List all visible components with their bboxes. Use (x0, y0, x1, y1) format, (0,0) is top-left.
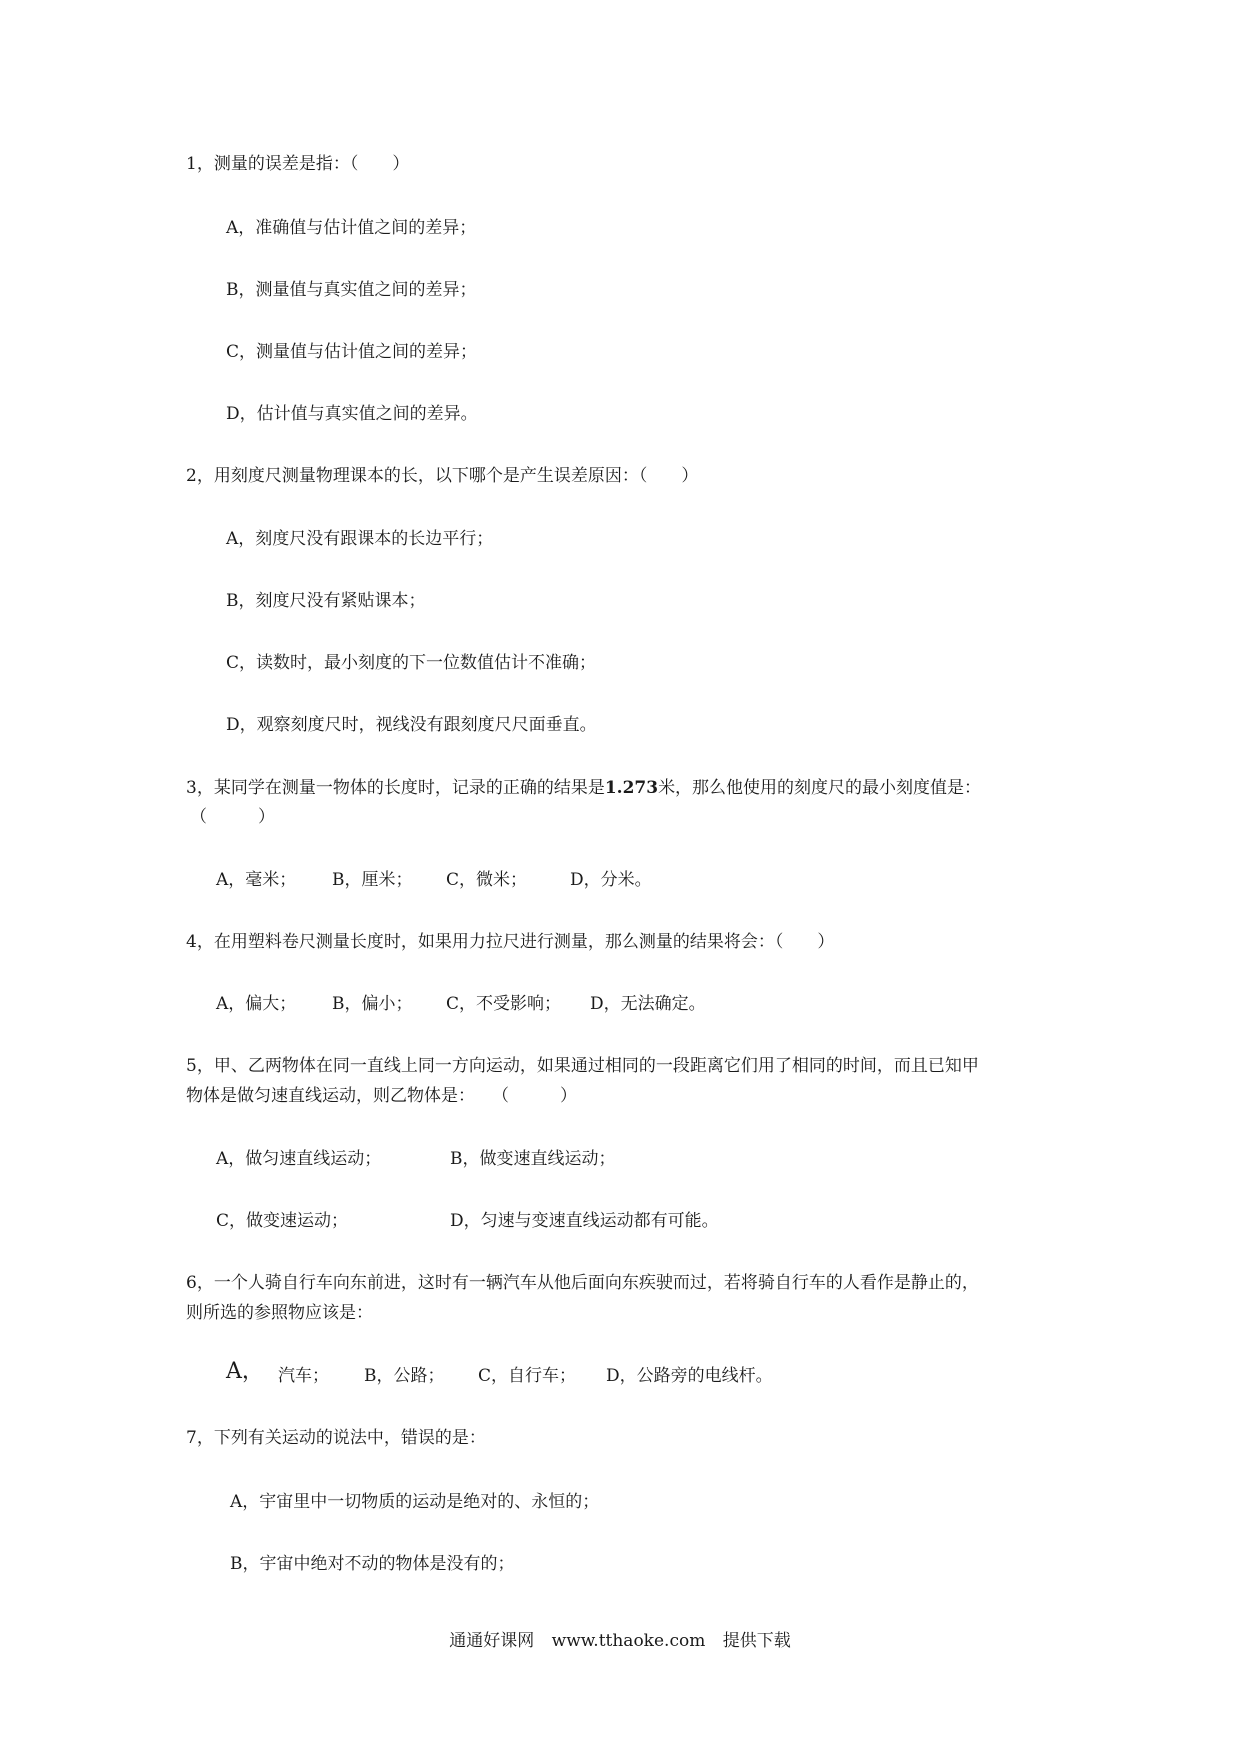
question-2-option-a: A，刻度尺没有跟课本的长边平行； (226, 529, 494, 549)
question-4-option-c: C，不受影响； (446, 994, 562, 1014)
question-5-option-d: D，匀速与变速直线运动都有可能。 (450, 1211, 719, 1231)
question-1-option-b: B，测量值与真实值之间的差异； (226, 280, 477, 300)
question-7-option-b: B，宇宙中绝对不动的物体是没有的； (230, 1554, 515, 1574)
question-5-option-a: A，做匀速直线运动； (216, 1149, 382, 1169)
question-3-option-b: B，厘米； (332, 870, 413, 890)
question-6-stem-line2: 则所选的参照物应该是： (186, 1303, 373, 1323)
page-footer (0, 1626, 1240, 1651)
question-4-stem: 4，在用塑料卷尺测量长度时，如果用力拉尺进行测量，那么测量的结果将会：（ ） (186, 932, 835, 952)
question-5-option-c: C，做变速运动； (216, 1211, 349, 1231)
question-1-option-d: D，估计值与真实值之间的差异。 (226, 404, 478, 424)
question-4-option-a: A，偏大； (216, 994, 297, 1014)
question-6-option-c: C，自行车； (478, 1366, 577, 1386)
question-3-stem-text-before: 3，某同学在测量一物体的长度时，记录的正确的结果是 (186, 778, 605, 798)
question-3-option-c: C，微米； (446, 870, 528, 890)
question-3-stem-line2: （ ） (190, 807, 275, 827)
question-2-option-c: C，读数时，最小刻度的下一位数值估计不准确； (226, 653, 597, 673)
question-2-option-b: B，刻度尺没有紧贴课本； (226, 591, 426, 611)
question-2-option-d: D，观察刻度尺时，视线没有跟刻度尺尺面垂直。 (226, 715, 597, 735)
question-6-option-a: 汽车； (278, 1366, 329, 1386)
question-6-option-b: B，公路； (364, 1366, 445, 1386)
question-7-option-a: A，宇宙里中一切物质的运动是绝对的、永恒的； (230, 1492, 600, 1512)
question-7-stem: 7，下列有关运动的说法中，错误的是： (186, 1428, 486, 1448)
question-6-option-d: D，公路旁的电线杆。 (606, 1366, 773, 1386)
question-3-stem-value: 1.273 (604, 778, 659, 798)
question-3-stem (186, 776, 981, 800)
footer-url[interactable]: www.tthaoke.com (551, 1631, 706, 1651)
question-1-stem: 1，测量的误差是指：（ ） (186, 154, 410, 174)
question-6-stem-line1: 6，一个人骑自行车向东前进，这时有一辆汽车从他后面向东疾驶而过，若将骑自行车的人看作是静止的， (186, 1273, 979, 1293)
question-1-option-c: C，测量值与估计值之间的差异； (226, 342, 478, 362)
question-5-stem-line2: 物体是做匀速直线运动，则乙物体是： （ ） (186, 1086, 577, 1106)
question-1-option-a: A，准确值与估计值之间的差异； (226, 218, 477, 238)
question-3-option-a: A，毫米； (216, 870, 297, 890)
question-5-option-b: B，做变速直线运动； (450, 1149, 616, 1169)
footer-suffix: 提供下载 (722, 1631, 791, 1651)
question-3-stem-text-after: 米，那么他使用的刻度尺的最小刻度值是： (658, 778, 982, 798)
footer-site-name: 通通好课网 (449, 1631, 535, 1651)
question-5-stem-line1: 5，甲、乙两物体在同一直线上同一方向运动，如果通过相同的一段距离它们用了相同的时间，而且已知甲 (186, 1056, 979, 1076)
question-2-stem: 2，用刻度尺测量物理课本的长，以下哪个是产生误差原因：（ ） (186, 466, 699, 486)
question-6-option-a-letter: A， (226, 1359, 264, 1384)
question-4-option-d: D，无法确定。 (590, 994, 706, 1014)
question-4-option-b: B，偏小； (332, 994, 413, 1014)
question-3-option-d: D，分米。 (570, 870, 652, 890)
